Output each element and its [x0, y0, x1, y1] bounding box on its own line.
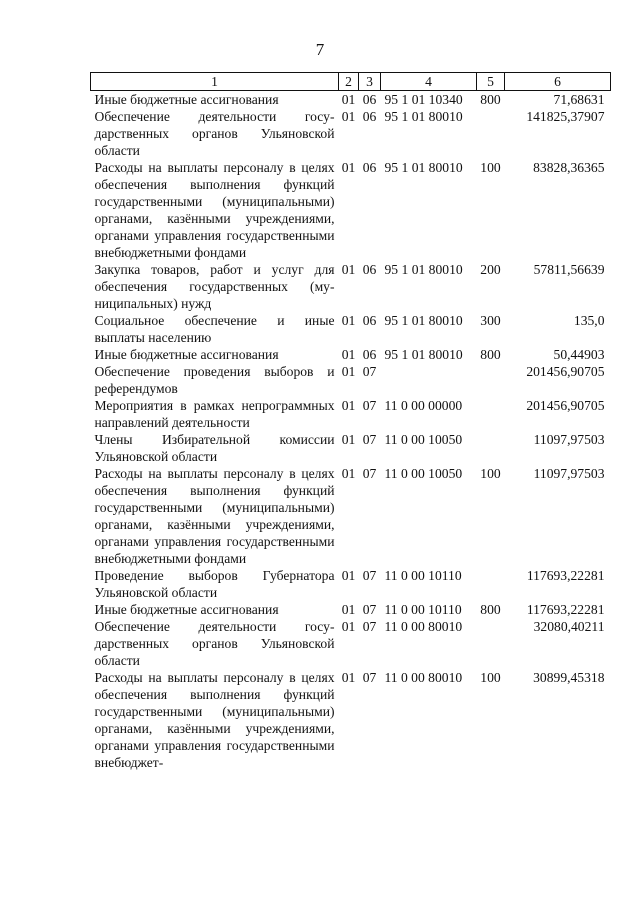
row-section: 01	[341, 160, 356, 175]
row-amount: 32080,40211	[533, 619, 605, 634]
row-section: 01	[341, 347, 356, 362]
table-row	[91, 312, 611, 346]
header-col-6: 6	[505, 73, 611, 91]
row-target-code: 95 1 01 80010	[384, 313, 463, 328]
table-body	[91, 91, 611, 772]
row-subsection: 07	[362, 670, 377, 685]
row-amount: 57811,56639	[533, 262, 605, 277]
row-subsection: 06	[362, 313, 377, 328]
row-name: Проведение выборов Губернатора Ульяновской области	[94, 568, 335, 600]
row-target-code: 11 0 00 10110	[384, 602, 462, 617]
row-expense-type	[477, 108, 505, 159]
row-target-code: 95 1 01 80010	[384, 160, 463, 175]
row-subsection: 07	[362, 619, 377, 634]
row-section: 01	[341, 313, 356, 328]
row-amount: 201456,90705	[526, 364, 605, 379]
row-name: Расходы на выплаты персоналу в целях обеспечения выполнения функций государственными (муниципальными) органами, казёнными учреждениями, органами управления государственными внебюджет-	[94, 670, 335, 770]
row-name: Закупка товаров, работ и услуг для обеспечения государственных (муниципальных) нужд	[94, 262, 335, 311]
row-subsection: 07	[362, 602, 377, 617]
row-name: Иные бюджетные ассигнования	[94, 602, 279, 617]
row-target-code	[381, 363, 477, 397]
row-subsection: 07	[362, 432, 377, 447]
header-col-3: 3	[359, 73, 381, 91]
row-amount: 30899,45318	[533, 670, 605, 685]
row-subsection: 07	[362, 568, 377, 583]
row-subsection: 06	[362, 262, 377, 277]
row-target-code: 95 1 01 10340	[384, 92, 463, 107]
table-row	[91, 465, 611, 567]
table-row	[91, 261, 611, 312]
row-section: 01	[341, 364, 356, 379]
row-target-code: 11 0 00 10110	[384, 568, 462, 583]
row-expense-type	[477, 431, 505, 465]
row-section: 01	[341, 92, 356, 107]
table-row	[91, 159, 611, 261]
row-amount: 50,44903	[553, 347, 605, 362]
row-name: Расходы на выплаты персоналу в целях обеспечения выполнения функций государственными (муниципальными) органами, казёнными учреждениями, органами управления государственными внебюджетными фондами	[94, 466, 335, 566]
row-target-code: 11 0 00 10050	[384, 466, 463, 481]
table-header	[91, 73, 611, 91]
table-row	[91, 346, 611, 363]
row-section: 01	[341, 602, 356, 617]
row-amount: 141825,37907	[526, 109, 605, 124]
row-target-code: 11 0 00 80010	[384, 619, 463, 634]
row-subsection: 07	[362, 364, 377, 379]
row-section: 01	[341, 262, 356, 277]
table-row	[91, 108, 611, 159]
table-row	[91, 601, 611, 618]
row-name: Мероприятия в рамках непрограммных направлений деятельности	[94, 398, 335, 430]
table-row	[91, 669, 611, 771]
row-subsection: 06	[362, 347, 377, 362]
row-subsection: 07	[362, 398, 377, 413]
header-col-4: 4	[381, 73, 477, 91]
row-name: Иные бюджетные ассигнования	[94, 92, 279, 107]
table-row	[91, 91, 611, 109]
row-amount: 83828,36365	[533, 160, 605, 175]
header-row	[91, 73, 611, 91]
row-expense-type: 200	[480, 262, 501, 277]
row-section: 01	[341, 432, 356, 447]
table-row	[91, 397, 611, 431]
row-expense-type: 300	[480, 313, 501, 328]
row-section: 01	[341, 466, 356, 481]
row-target-code: 11 0 00 10050	[384, 432, 463, 447]
row-expense-type: 800	[480, 92, 501, 107]
row-amount: 117693,22281	[526, 568, 605, 583]
row-subsection: 06	[362, 92, 377, 107]
budget-table	[90, 72, 611, 771]
row-amount: 135,0	[573, 313, 605, 328]
row-name: Члены Избирательной комиссии Ульяновской области	[94, 432, 335, 464]
row-expense-type	[477, 618, 505, 669]
row-subsection: 06	[362, 109, 377, 124]
row-target-code: 95 1 01 80010	[384, 109, 463, 124]
table-row	[91, 363, 611, 397]
row-expense-type	[477, 567, 505, 601]
row-name: Обеспечение проведения выборов и референдумов	[94, 364, 335, 396]
row-section: 01	[341, 670, 356, 685]
row-name: Обеспечение деятельности государственных органов Ульяновской области	[94, 619, 335, 668]
header-col-5: 5	[477, 73, 505, 91]
table-row	[91, 431, 611, 465]
table-row	[91, 567, 611, 601]
page-number: 7	[315, 40, 325, 59]
row-section: 01	[341, 398, 356, 413]
row-target-code: 11 0 00 80010	[384, 670, 463, 685]
row-amount: 117693,22281	[526, 602, 605, 617]
row-expense-type: 100	[480, 466, 501, 481]
row-expense-type: 100	[480, 160, 501, 175]
row-name: Иные бюджетные ассигнования	[94, 347, 279, 362]
row-expense-type: 800	[480, 602, 501, 617]
row-section: 01	[341, 619, 356, 634]
row-name: Расходы на выплаты персоналу в целях обеспечения выполнения функций государственными (муниципальными) органами, казёнными учреждениями, органами управления государственными внебюджетными фондами	[94, 160, 335, 260]
row-name: Обеспечение деятельности государственных органов Ульяновской области	[94, 109, 335, 158]
row-amount: 201456,90705	[526, 398, 605, 413]
row-subsection: 06	[362, 160, 377, 175]
row-subsection: 07	[362, 466, 377, 481]
row-target-code: 95 1 01 80010	[384, 262, 463, 277]
row-expense-type: 800	[480, 347, 501, 362]
row-section: 01	[341, 109, 356, 124]
row-expense-type	[477, 363, 505, 397]
row-expense-type: 100	[480, 670, 501, 685]
row-target-code: 11 0 00 00000	[384, 398, 463, 413]
row-expense-type	[477, 397, 505, 431]
header-col-1: 1	[91, 73, 339, 91]
row-section: 01	[341, 568, 356, 583]
row-amount: 11097,97503	[533, 466, 605, 481]
header-col-2: 2	[339, 73, 359, 91]
row-amount: 11097,97503	[533, 432, 605, 447]
row-target-code: 95 1 01 80010	[384, 347, 463, 362]
row-name: Социальное обеспечение и иные выплаты населению	[94, 313, 335, 345]
row-amount: 71,68631	[553, 92, 605, 107]
table-row	[91, 618, 611, 669]
